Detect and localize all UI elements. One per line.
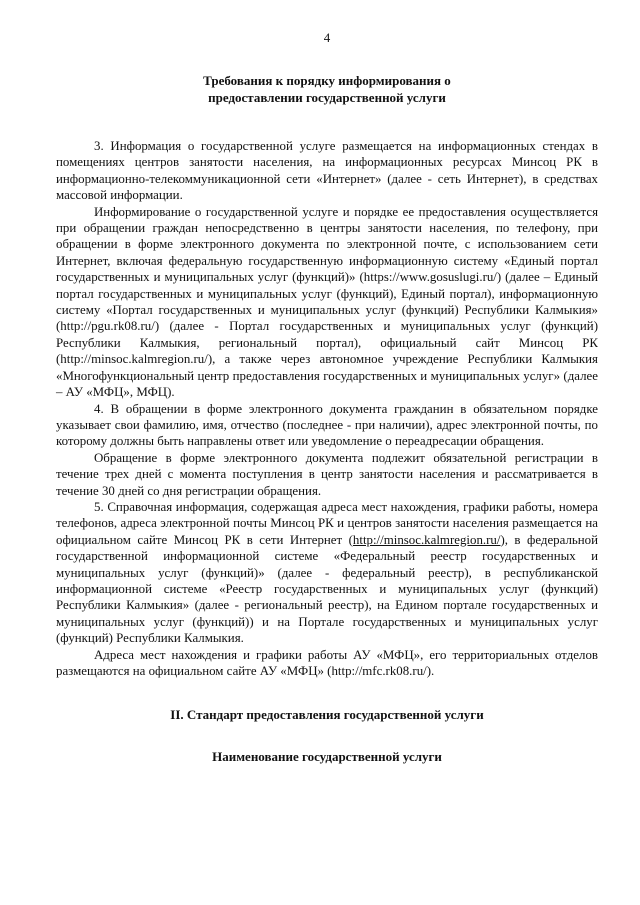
paragraph-informing-text-1: Информирование о государственной услуге и порядке ее предоставления осуществляется при обращении граждан непосредственно в центры занятости населения, по телефону, при обращении в форме электронного документа по электронной почте, с использованием сети Интернет, включая федеральную государственную информационную систему «Единый портал государственных и муниципальных услуг (функций)» ( [56, 204, 598, 285]
section-heading [56, 72, 598, 106]
minsoc-link-underlined[interactable]: http://minsoc.kalmregion.ru/ [352, 532, 501, 547]
heading-line-1: Требования к порядку информирования о [203, 73, 451, 88]
pgu-link[interactable]: http://pgu.rk08.ru/ [60, 319, 155, 334]
paragraph-4-text: 4. В обращении в форме электронного документа гражданин в обязательном порядке указывает свои фамилию, имя, отчество (последнее - при наличии), адрес электронной почты, по которому должны быть направлены ответ или уведомление о переадресации обращения. [56, 401, 598, 449]
paragraph-5-text-2: ), в федеральной государственной информационной системе «Федеральный реестр государственных и муниципальных услуг (функций)» (далее - федеральный реестр), в республиканской информационной системе «Реестр государственных и муниципальных услуг (функций) Республики Калмыкия» (далее - региональный реестр), на Едином портале государственных и муниципальных услуг (функций)) и на Портале государственных и муниципальных услуг (функций) Республики Калмыкия. [56, 532, 598, 646]
paragraph-informing [56, 204, 598, 401]
paragraph-mfc-text-2: ). [426, 664, 435, 678]
paragraph-mfc-addresses [56, 647, 598, 680]
sub-title: Наименование государственной услуги [212, 749, 442, 765]
paragraph-informing-text-2: ) (далее – Единый портал государственных и муниципальных услуг (функций), Единый портал), информационную систему «Портал государственных и муниципальных услуг (функций) Республики Калмыкия» ( [56, 270, 598, 334]
gosuslugi-link[interactable]: https://www.gosuslugi.ru/ [363, 270, 497, 285]
paragraph-3-text: 3. Информация о государственной услуге размещается на информационных стендах в помещениях центров занятости населения, на информационных ресурсах Минсоц РК в информационно-телекоммуникационной сети «Интернет» (далее - сеть Интернет), в средствах массовой информации. [56, 139, 598, 203]
minsoc-link[interactable]: http://minsoc.kalmregion.ru/ [60, 352, 208, 367]
paragraph-5-text-1: 5. Справочная информация, содержащая адреса мест нахождения, графики работы, номера телефонов, адреса электронной почты Минсоц РК и центров занятости населения размещается на официальном сайте Минсоц РК в сети Интернет ( [56, 499, 598, 547]
paragraph-5 [56, 499, 598, 647]
heading-line-2: предоставлении государственной услуги [208, 90, 446, 105]
paragraph-3 [56, 138, 598, 204]
mfc-link[interactable]: http://mfc.rk08.ru/ [331, 664, 427, 678]
page-number: 4 [323, 30, 331, 45]
paragraph-registration-text: Обращение в форме электронного документа подлежит обязательной регистрации в течение трех дней с момента поступления в центр занятости населения и рассматривается в течение 30 дней со дня регистрации обращения. [56, 450, 598, 498]
paragraph-mfc-text-1: Адреса мест нахождения и графики работы АУ «МФЦ», его территориальных отделов размещаются на официальном сайте АУ «МФЦ» ( [56, 647, 598, 678]
paragraph-4 [56, 401, 598, 450]
paragraph-registration [56, 450, 598, 499]
section-title: II. Стандарт предоставления государственной услуги [170, 707, 484, 723]
paragraph-informing-text-4: ), а также через автономное учреждение Республики Калмыкия «Многофункциональный центр предоставления государственных и муниципальных услуг» (далее – АУ «МФЦ», МФЦ). [56, 352, 598, 400]
paragraph-informing-text-3: ) (далее - Портал государственных и муниципальных услуг (функций) Республики Калмыкия, региональный портал), официальный сайт Минсоц РК ( [56, 319, 598, 367]
